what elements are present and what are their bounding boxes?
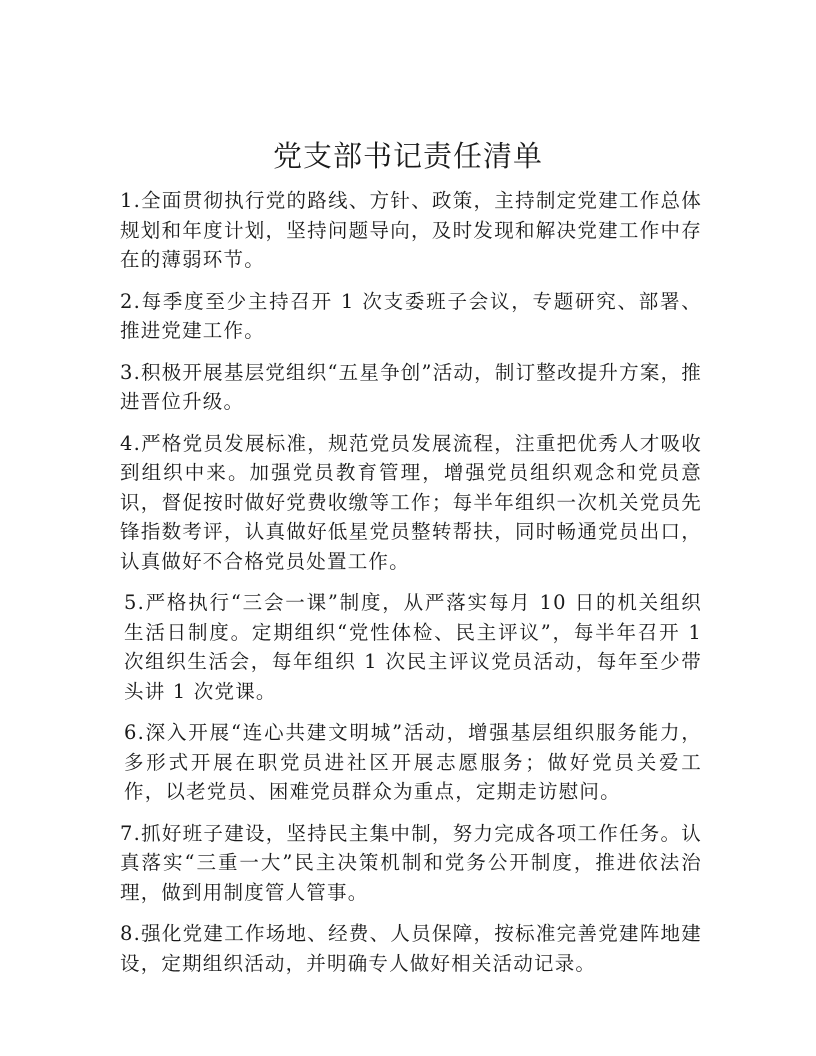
list-item: 3.积极开展基层党组织“五星争创”活动，制订整改提升方案，推进晋位升级。 bbox=[120, 360, 702, 413]
list-item: 2.每季度至少主持召开 1 次支委班子会议，专题研究、部署、推进党建工作。 bbox=[120, 289, 702, 342]
list-item: 4.严格党员发展标准，规范党员发展流程，注重把优秀人才吸收到组织中来。加强党员教育管理，增强党员组织观念和党员意识，督促按时做好党费收缴等工作；每半年组织一次机关党员先锋指数考评，认真做好低星党员整转帮扶，同时畅通党员出口，认真做好不合格党员处置工作。 bbox=[120, 431, 702, 573]
document-title: 党支部书记责任清单 bbox=[272, 139, 543, 173]
responsibility-list bbox=[120, 186, 702, 990]
list-item: 1.全面贯彻执行党的路线、方针、政策，主持制定党建工作总体规划和年度计划，坚持问题导向，及时发现和解决党建工作中存在的薄弱环节。 bbox=[120, 189, 702, 271]
list-item: 6.深入开展“连心共建文明城”活动，增强基层组织服务能力，多形式开展在职党员进社区开展志愿服务；做好党员关爱工作，以老党员、困难党员群众为重点，定期走访慰问。 bbox=[124, 721, 702, 803]
list-item: 7.抓好班子建设，坚持民主集中制，努力完成各项工作任务。认真落实“三重一大”民主决策机制和党务公开制度，推进依法治理，做到用制度管人管事。 bbox=[120, 821, 702, 904]
list-item: 5.严格执行“三会一课”制度，从严落实每月 10 日的机关组织生活日制度。定期组织“党性体检、民主评议”，每半年召开 1 次组织生活会，每年组织 1 次民主评议党员活动，每年至少带头讲 1 次党课。 bbox=[124, 591, 702, 703]
list-item: 8.强化党建工作场地、经费、人员保障，按标准完善党建阵地建设，定期组织活动，并明确专人做好相关活动记录。 bbox=[120, 922, 702, 975]
